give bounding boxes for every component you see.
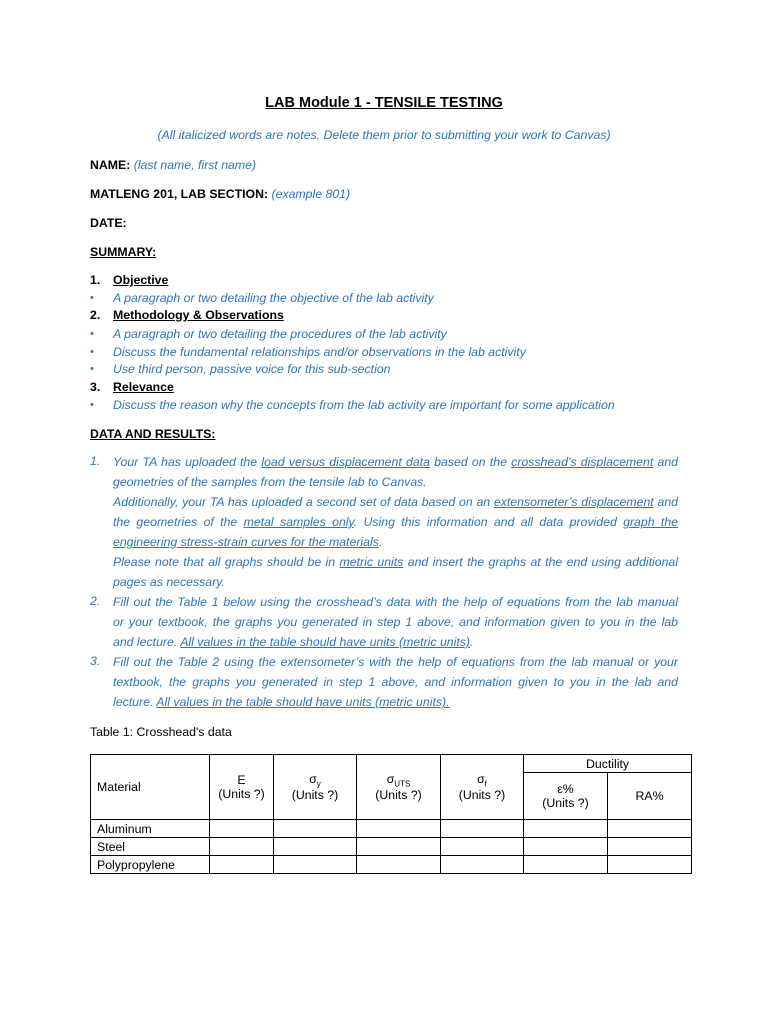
header-material: Material: [91, 755, 210, 820]
table-cell[interactable]: [274, 856, 357, 874]
table-cell[interactable]: [210, 856, 274, 874]
data-item-3-text: Fill out the Table 2 using the extensometer’s with the help of equations from the lab manual or your textbook, the graphs you generated in step 1 above, and information given to you in the lab and lecture. All values in the table should have units (metric units).: [113, 655, 678, 709]
row-material: Polypropylene: [91, 856, 210, 874]
data-item-3-number: 3.: [90, 654, 101, 668]
table-cell[interactable]: [524, 838, 608, 856]
header-sigma-uts: $\sigma_{UTS}$ (Units ?): [357, 755, 441, 820]
summary-item-methodology: Methodology & Observations: [113, 308, 284, 322]
table-row: [91, 838, 692, 856]
header-e: E (Units ?): [210, 755, 274, 820]
methodology-bullet-1: A paragraph or two detailing the procedures of the lab activity: [113, 327, 447, 341]
table-cell[interactable]: [524, 856, 608, 874]
bullet-icon: •: [90, 363, 94, 375]
summary-item-3-number: 3.: [90, 380, 101, 394]
data-item-1-text: Your TA has uploaded the load versus displacement data based on the crosshead’s displacement and geometries of the samples from the tensile lab to Canvas. Additionally, your TA has uploaded a second set of data based on an extensometer’s displacement and the geometries of the metal samples only. Using this information and all data provided graph the engineering stress-strain curves for the materials. Please note that all graphs should be in metric units and insert the graphs at the end using additional pages as necessary.: [113, 455, 679, 589]
name-label: NAME:: [90, 158, 131, 172]
header-ra: RA%: [608, 773, 692, 820]
methodology-bullet-2: Discuss the fundamental relationships and/or observations in the lab activity: [113, 345, 526, 359]
summary-item-1-number: 1.: [90, 273, 101, 287]
header-sigma-y: $\sigma_y$ (Units ?): [274, 755, 357, 820]
table-cell[interactable]: [210, 820, 274, 838]
summary-item-2-number: 2.: [90, 308, 101, 322]
header-elongation: ε% (Units ?): [524, 773, 608, 820]
table-cell[interactable]: [608, 856, 692, 874]
section-label: MATLENG 201, LAB SECTION:: [90, 187, 269, 201]
table-cell[interactable]: [441, 856, 524, 874]
table-cell[interactable]: [441, 820, 524, 838]
section-line: [90, 186, 350, 202]
data-item-1-number: 1.: [90, 454, 101, 468]
table-cell[interactable]: [357, 838, 441, 856]
bullet-icon: •: [90, 292, 94, 304]
page-title: LAB Module 1 - TENSILE TESTING: [265, 95, 503, 111]
row-material: Steel: [91, 838, 210, 856]
crosshead-data-table: [90, 754, 692, 874]
bullet-icon: •: [90, 328, 94, 340]
summary-item-objective: Objective: [113, 273, 169, 287]
summary-heading: SUMMARY:: [90, 245, 157, 259]
data-item-2-text: Fill out the Table 1 below using the crosshead’s data with the help of equations from the lab manual or your textbook, the graphs you generated in step 1 above, and information given to you in the lab and lecture. All values in the table should have units (metric units).: [113, 595, 678, 649]
table-cell[interactable]: [274, 820, 357, 838]
data-results-heading: DATA AND RESULTS:: [90, 427, 216, 441]
header-ductility: Ductility: [524, 755, 692, 773]
instructions-note: (All italicized words are notes. Delete them prior to submitting your work to Canvas): [157, 128, 611, 142]
relevance-bullet-1: Discuss the reason why the concepts from the lab activity are important for some application: [113, 398, 615, 412]
table-cell[interactable]: [210, 838, 274, 856]
objective-bullet-1: A paragraph or two detailing the objective of the lab activity: [113, 291, 434, 305]
summary-item-relevance: Relevance: [113, 380, 174, 394]
methodology-bullet-3: Use third person, passive voice for this sub-section: [113, 362, 391, 376]
table-cell[interactable]: [357, 856, 441, 874]
section-hint: (example 801): [271, 187, 351, 201]
table-cell[interactable]: [608, 838, 692, 856]
table-cell[interactable]: [524, 820, 608, 838]
table-cell[interactable]: [357, 820, 441, 838]
table-row: [91, 856, 692, 874]
name-line: [90, 157, 256, 173]
table-cell[interactable]: [274, 838, 357, 856]
table-cell[interactable]: [441, 838, 524, 856]
table-cell[interactable]: [608, 820, 692, 838]
bullet-icon: •: [90, 346, 94, 358]
name-hint: (last name, first name): [133, 158, 257, 172]
bullet-icon: •: [90, 399, 94, 411]
header-sigma-f: $\sigma_f$ (Units ?): [441, 755, 524, 820]
date-label: DATE:: [90, 216, 127, 230]
row-material: Aluminum: [91, 820, 210, 838]
data-item-2-number: 2.: [90, 594, 101, 608]
table-caption: Table 1: Crosshead's data: [90, 725, 232, 739]
table-row: [91, 820, 692, 838]
